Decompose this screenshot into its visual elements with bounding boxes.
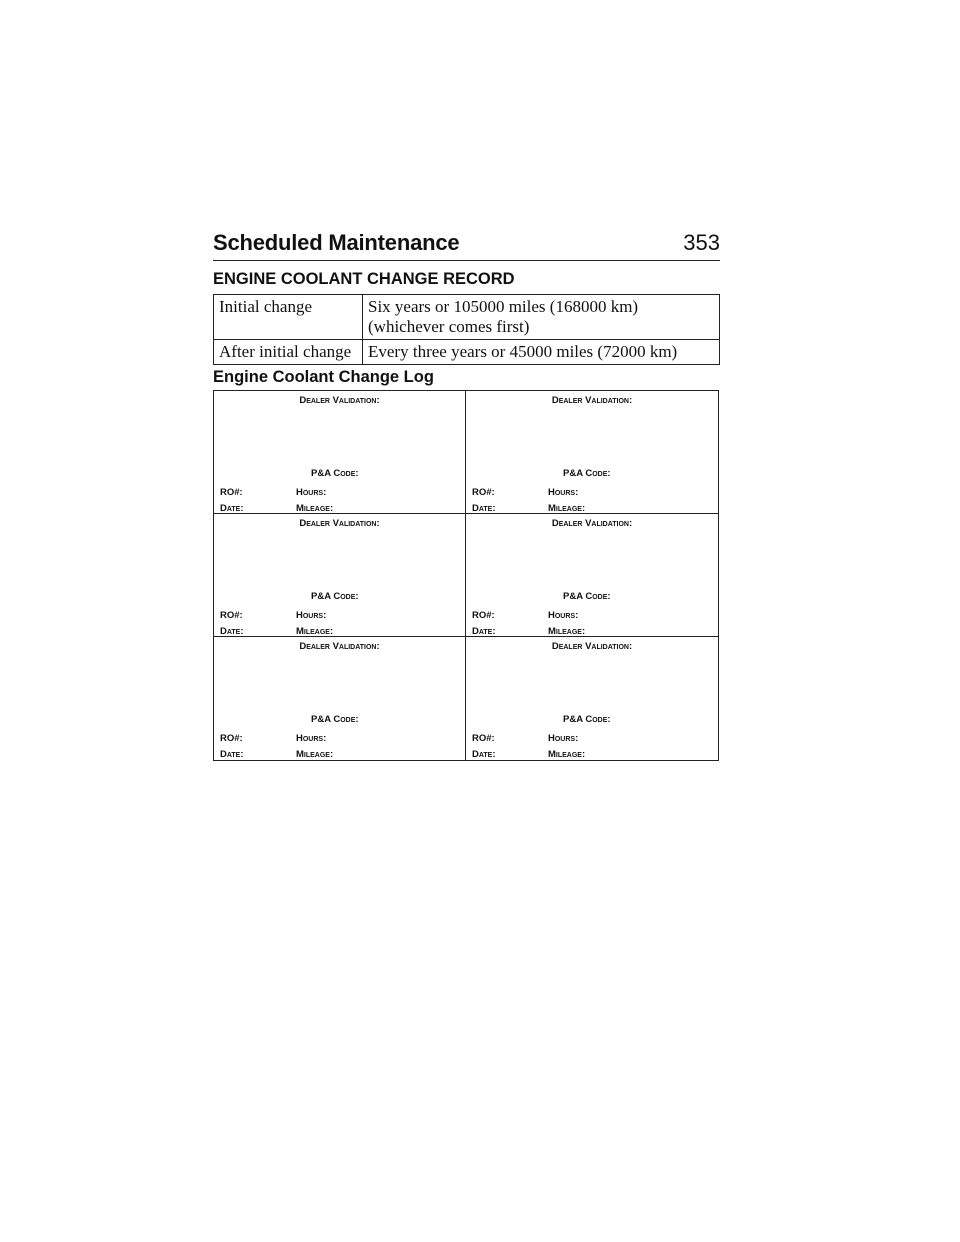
interval-cell: After initial change — [214, 340, 363, 365]
log-entry-cell — [214, 391, 466, 514]
mileage-label: Mileage: — [548, 626, 586, 637]
ro-number-label: RO#: — [472, 610, 495, 621]
dealer-validation-label: Dealer Validation: — [551, 395, 633, 406]
ro-number-label: RO#: — [472, 733, 495, 744]
pa-code-label: P&A Code: — [563, 591, 611, 602]
table-row — [214, 295, 720, 340]
dealer-validation-label: Dealer Validation: — [551, 518, 633, 529]
mileage-label: Mileage: — [296, 749, 334, 760]
log-entry-cell — [214, 637, 466, 760]
description-cell: Every three years or 45000 miles (72000 km) — [363, 340, 720, 365]
dealer-validation-label: Dealer Validation: — [299, 641, 380, 652]
date-label: Date: — [472, 626, 496, 637]
pa-code-label: P&A Code: — [311, 591, 359, 602]
dealer-validation-label: Dealer Validation: — [299, 518, 380, 529]
mileage-label: Mileage: — [296, 626, 334, 637]
page-number: 353 — [683, 230, 720, 255]
ro-number-label: RO#: — [220, 487, 243, 498]
log-entry-cell — [466, 637, 718, 760]
table-row — [214, 340, 720, 365]
date-label: Date: — [220, 749, 244, 760]
ro-number-label: RO#: — [220, 610, 243, 621]
mileage-label: Mileage: — [548, 749, 586, 760]
page-header — [213, 228, 720, 261]
date-label: Date: — [220, 503, 244, 514]
date-label: Date: — [472, 749, 496, 760]
dealer-validation-label: Dealer Validation: — [299, 395, 380, 406]
hours-label: Hours: — [296, 610, 327, 621]
ro-number-label: RO#: — [220, 733, 243, 744]
log-entry-cell — [214, 514, 466, 637]
date-label: Date: — [220, 626, 244, 637]
pa-code-label: P&A Code: — [563, 714, 611, 725]
coolant-change-record-table — [213, 294, 720, 365]
mileage-label: Mileage: — [548, 503, 586, 514]
mileage-label: Mileage: — [296, 503, 334, 514]
ro-number-label: RO#: — [472, 487, 495, 498]
coolant-change-log-grid — [213, 390, 719, 761]
hours-label: Hours: — [548, 610, 579, 621]
hours-label: Hours: — [296, 733, 327, 744]
section-title: Scheduled Maintenance — [213, 230, 460, 255]
date-label: Date: — [472, 503, 496, 514]
log-entry-cell — [466, 391, 718, 514]
dealer-validation-label: Dealer Validation: — [551, 641, 633, 652]
coolant-log-heading: Engine Coolant Change Log — [213, 368, 434, 386]
pa-code-label: P&A Code: — [311, 468, 359, 479]
pa-code-label: P&A Code: — [311, 714, 359, 725]
coolant-record-heading: ENGINE COOLANT CHANGE RECORD — [213, 270, 515, 288]
interval-cell: Initial change — [214, 295, 363, 340]
log-entry-cell — [466, 514, 718, 637]
hours-label: Hours: — [548, 487, 579, 498]
hours-label: Hours: — [296, 487, 327, 498]
description-cell: Six years or 105000 miles (168000 km) (whichever comes first) — [363, 295, 720, 340]
hours-label: Hours: — [548, 733, 579, 744]
pa-code-label: P&A Code: — [563, 468, 611, 479]
